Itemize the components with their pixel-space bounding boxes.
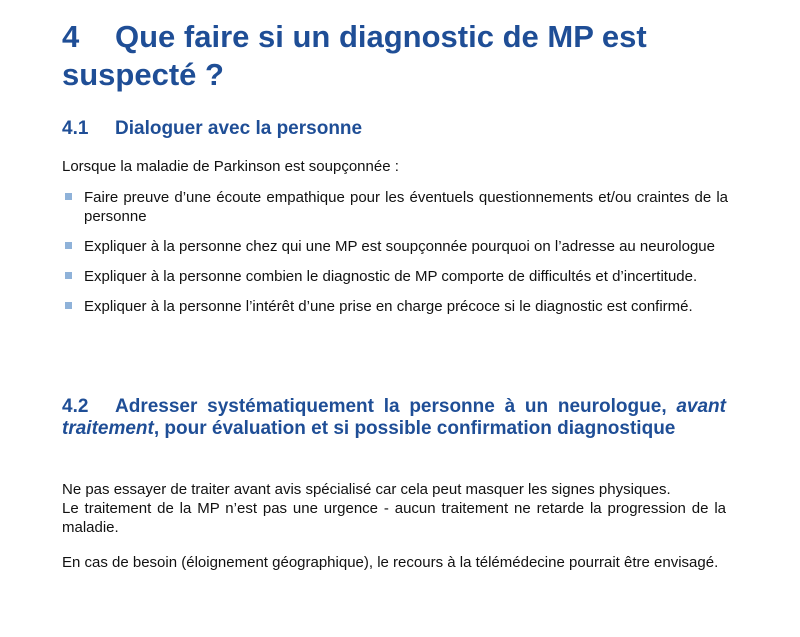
list-item-text: Expliquer à la personne chez qui une MP est soupçonnée pourquoi on l’adresse au neurologue — [84, 238, 715, 255]
paragraph-2: Le traitement de la MP n’est pas une urgence - aucun traitement ne retarde la progression de la maladie. — [62, 500, 726, 536]
subsection-heading-4-1 — [62, 118, 362, 140]
subsection-heading-4-2 — [62, 396, 726, 440]
subsection-title-part1: Adresser systématiquement la personne à un neurologue, — [115, 396, 667, 417]
square-bullet-icon — [65, 193, 72, 200]
list-item — [62, 267, 728, 286]
square-bullet-icon — [65, 242, 72, 249]
section-heading — [62, 18, 728, 94]
square-bullet-icon — [65, 272, 72, 279]
subsection-title-part2: , pour évaluation et si possible confirmation diagnostique — [153, 418, 676, 439]
list-item-text: Expliquer à la personne combien le diagnostic de MP comporte de difficultés et d’incertitude. — [84, 268, 698, 285]
section-number: 4 — [62, 19, 80, 54]
list-item — [62, 188, 728, 226]
subsection-number: 4.1 — [62, 118, 89, 139]
intro-paragraph: Lorsque la maladie de Parkinson est soupçonnée : — [62, 158, 399, 175]
list-item-text: Expliquer à la personne l’intérêt d’une prise en charge précoce si le diagnostic est confirmé. — [84, 298, 693, 315]
list-item — [62, 297, 728, 316]
list-item-text: Faire preuve d’une écoute empathique pour les éventuels questionnements et/ou craintes de la personne — [84, 189, 728, 225]
square-bullet-icon — [65, 302, 72, 309]
subsection-number: 4.2 — [62, 396, 89, 417]
bullet-list — [62, 188, 728, 327]
subsection-title: Dialoguer avec la personne — [115, 118, 363, 139]
paragraph-3: En cas de besoin (éloignement géographique), le recours à la télémédecine pourrait être envisagé. — [62, 554, 719, 571]
list-item — [62, 237, 728, 256]
paragraph-1: Ne pas essayer de traiter avant avis spécialisé car cela peut masquer les signes physiques. — [62, 481, 671, 498]
section-title: Que faire si un diagnostic de MP est suspecté ? — [62, 19, 647, 92]
subsection-title-italic: avant traitement — [62, 396, 726, 439]
